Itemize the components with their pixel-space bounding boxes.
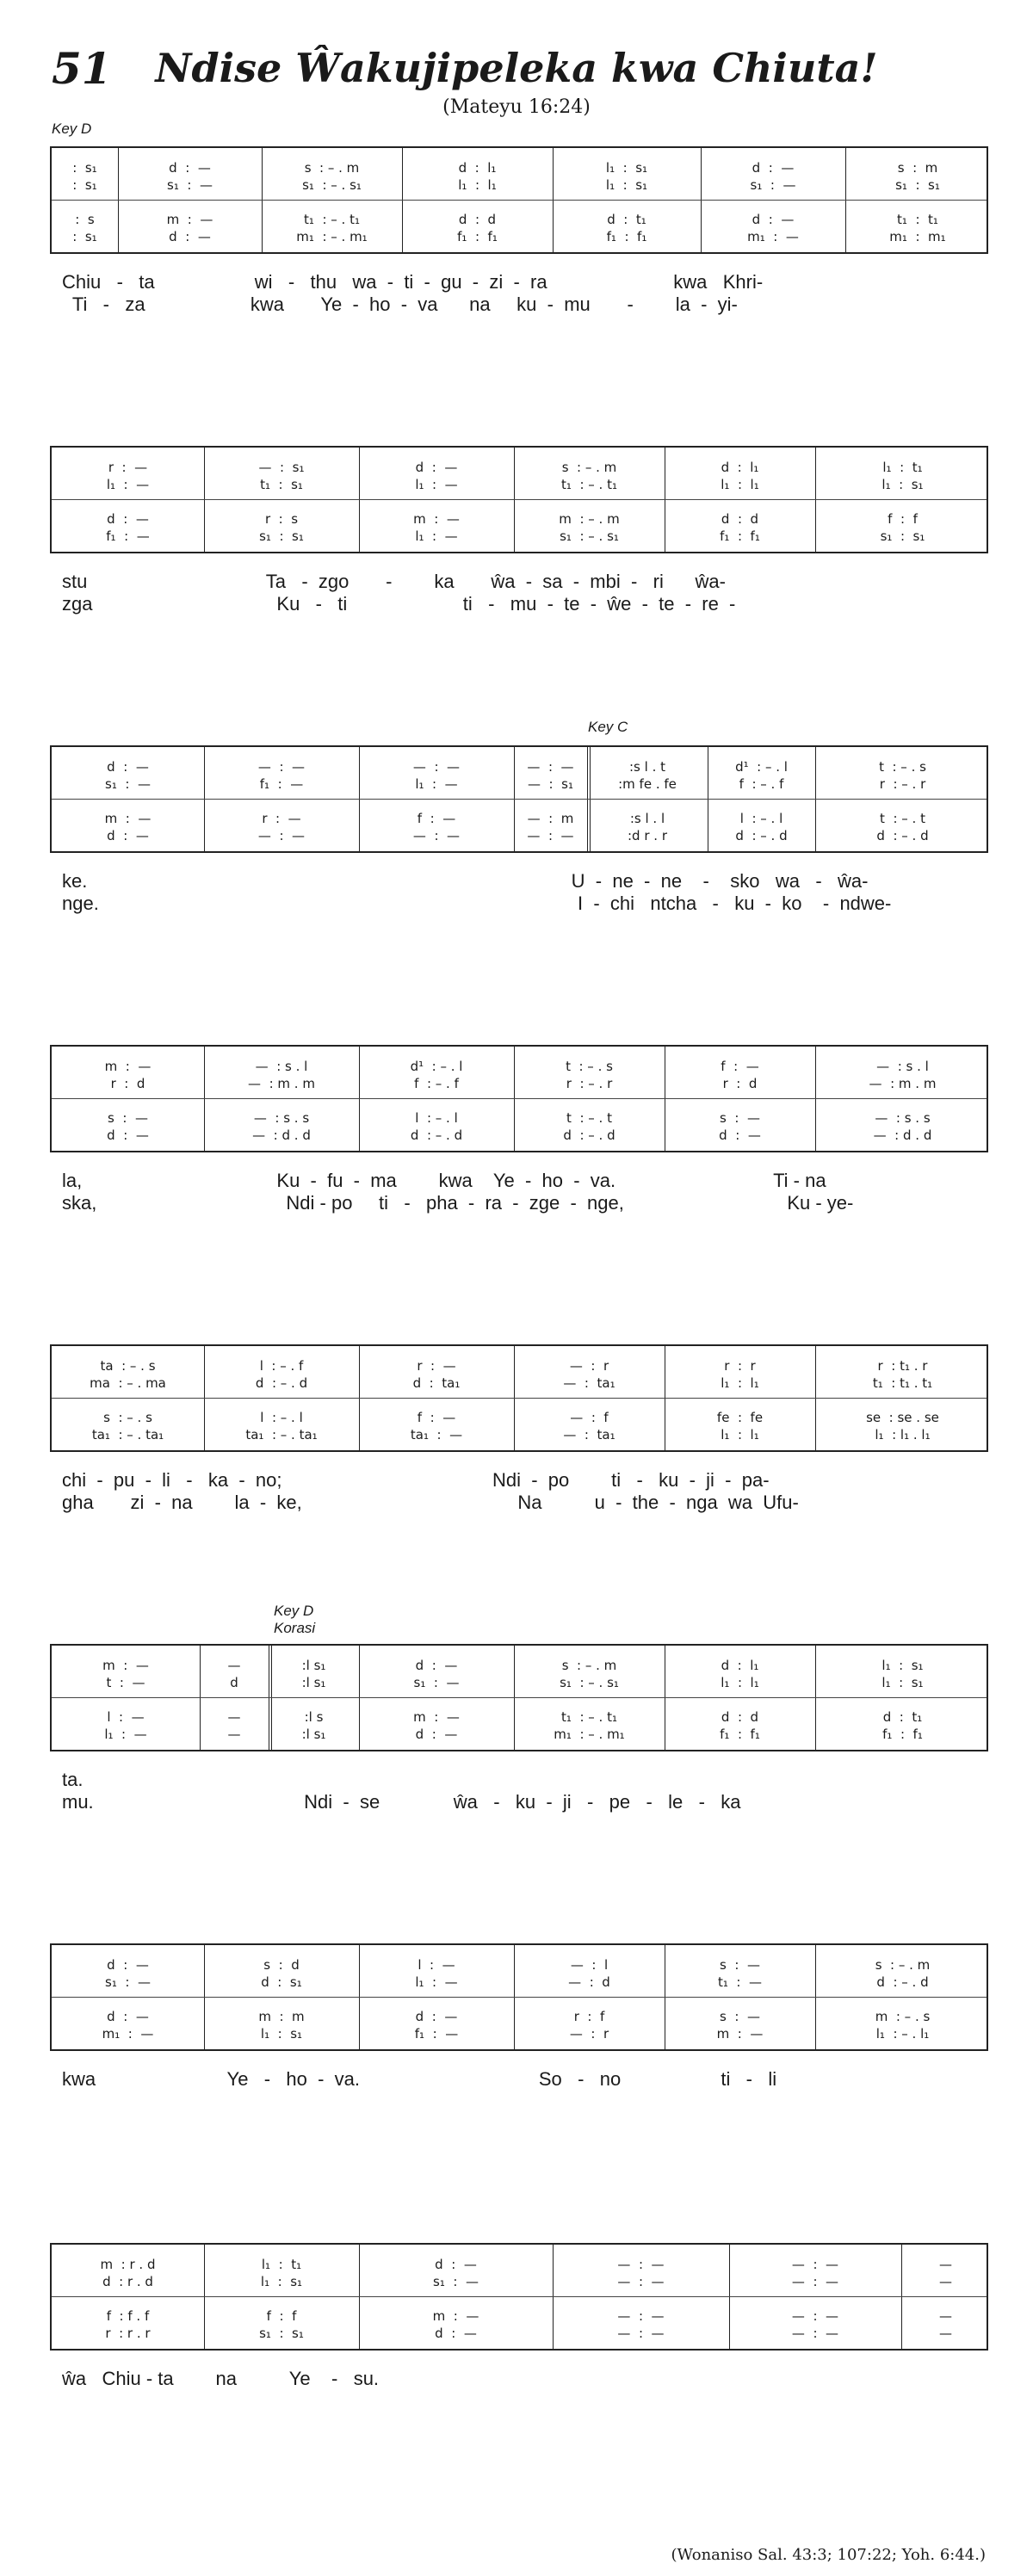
solfa-cell: t : — — [106, 1675, 145, 1690]
solfa-cell: l₁ : — — [106, 477, 150, 492]
voice-row — [52, 475, 987, 494]
solfa-cell: d : l₁ — [721, 1658, 759, 1673]
voice-row — [52, 527, 987, 546]
solfa-cell: f₁ : — — [106, 528, 150, 544]
solfa-cell: d : — — [107, 828, 149, 843]
voice-row — [52, 1725, 987, 1744]
solfa-cell: t : – . t — [566, 1110, 612, 1126]
solfa-cell: — : l — [570, 1957, 609, 1973]
solfa-cell: s₁ : s₁ — [259, 2326, 304, 2341]
voice-row — [52, 1708, 987, 1727]
solfa-cell: s₁ : s₁ — [895, 177, 940, 193]
solfa-cell: t₁ : – . t₁ — [304, 212, 360, 227]
solfa-system — [50, 1943, 988, 2051]
solfa-cell: s₁ : – . s₁ — [560, 1675, 619, 1690]
solfa-system — [50, 1344, 988, 1452]
solfa-cell: t₁ : t₁ . t₁ — [872, 1375, 933, 1391]
solfa-cell: d : — — [752, 212, 795, 227]
voice-row — [52, 2272, 987, 2291]
solfa-cell: d : l₁ — [458, 160, 497, 176]
voice-row — [52, 757, 987, 776]
solfa-cell: s₁ : — — [750, 177, 796, 193]
solfa-cell: ta₁ : – . ta₁ — [91, 1427, 164, 1442]
solfa-cell: d — [230, 1675, 238, 1690]
solfa-cell: l : – . l — [415, 1110, 458, 1126]
solfa-cell: s₁ : – . s₁ — [302, 177, 362, 193]
solfa-cell: — — [227, 1709, 241, 1725]
voice-row — [52, 176, 987, 195]
solfa-cell: d : – . d — [255, 1375, 308, 1391]
solfa-cell: — — [227, 1658, 241, 1673]
solfa-cell: f : – . f — [414, 1076, 459, 1091]
lyric-line: Chiu - ta wi - thu wa - ti - gu - zi - ra kwa Khri- — [62, 271, 764, 293]
solfa-cell: s₁ : s₁ — [880, 528, 925, 544]
solfa-cell: s : d — [263, 1957, 300, 1973]
solfa-cell: t : – . s — [879, 759, 926, 775]
chorus-label: Korasi — [274, 1620, 316, 1636]
solfa-cell: d : — — [107, 759, 149, 775]
solfa-cell: d¹ : – . l — [410, 1059, 463, 1074]
solfa-cell: d : r . d — [102, 2274, 153, 2289]
solfa-cell: — : — — [617, 2308, 665, 2324]
solfa-cell: — : s . l — [876, 1059, 929, 1074]
solfa-system — [50, 146, 988, 254]
solfa-cell: f : – . f — [739, 776, 784, 792]
solfa-cell: — : — — [412, 828, 461, 843]
voice-row — [52, 1673, 987, 1692]
hymn-number: 51 — [52, 43, 112, 94]
solfa-cell: s₁ : s₁ — [259, 528, 304, 544]
voice-row — [52, 510, 987, 528]
solfa-cell: m : — — [716, 2026, 764, 2042]
solfa-cell: m₁ : – . m₁ — [554, 1727, 625, 1742]
solfa-cell: s : — — [720, 1110, 760, 1126]
solfa-cell: m₁ : – . m₁ — [296, 229, 368, 244]
solfa-cell: se : se . se — [866, 1410, 939, 1425]
solfa-cell: s₁ : – . s₁ — [560, 528, 619, 544]
solfa-cell: d : l₁ — [721, 460, 759, 475]
solfa-cell: — : — — [527, 828, 574, 843]
solfa-cell: r : d — [110, 1076, 145, 1091]
solfa-cell: l₁ : — — [415, 477, 458, 492]
solfa-cell: — : — — [791, 2274, 839, 2289]
solfa-cell: s : — — [720, 2009, 760, 2024]
solfa-cell: s : – . s — [103, 1410, 152, 1425]
solfa-cell: — : m . m — [248, 1076, 315, 1091]
solfa-cell: t₁ : — — [717, 1974, 763, 1990]
lyric-line: chi - pu - li - ka - no; Ndi - po ti - ku - ji - pa- — [62, 1469, 770, 1491]
solfa-cell: s : m — [897, 160, 938, 176]
solfa-cell: l₁ : — — [415, 776, 458, 792]
solfa-cell: fe : fe — [716, 1410, 764, 1425]
solfa-cell: l₁ : s₁ — [605, 160, 648, 176]
solfa-cell: r : – . r — [566, 1076, 613, 1091]
solfa-cell: f₁ : — — [414, 2026, 459, 2042]
footer-references: (Wonaniso Sal. 43:3; 107:22; Yoh. 6:44.) — [671, 2546, 986, 2564]
solfa-cell: d : — — [107, 1957, 149, 1973]
lyric-line: ska, Ndi - po ti - pha - ra - zge - nge, Ku - ye- — [62, 1192, 854, 1214]
solfa-cell: f : f . f — [106, 2308, 150, 2324]
solfa-cell: l₁ : s₁ — [260, 2274, 303, 2289]
solfa-cell: d : t₁ — [607, 212, 646, 227]
lyric-line: gha zi - na la - ke, Na u - the - nga wa Ufu- — [62, 1492, 799, 1513]
solfa-cell: s : – . m — [561, 460, 617, 475]
voice-row — [52, 809, 987, 828]
voice-row — [52, 2324, 987, 2343]
solfa-cell: m₁ : — — [747, 229, 799, 244]
staff-divider — [52, 2296, 987, 2297]
solfa-cell: l₁ : t₁ — [261, 2257, 302, 2272]
lyric-line: nge. I - chi ntcha - ku - ko - ndwe- — [62, 893, 892, 914]
key-label: Key D — [52, 120, 92, 137]
solfa-cell: f : — — [721, 1059, 759, 1074]
solfa-cell: ma : – . ma — [90, 1375, 166, 1391]
solfa-cell: — : — — [527, 759, 574, 775]
solfa-cell: d : — — [415, 1727, 458, 1742]
solfa-cell: l₁ : l₁ — [721, 1675, 759, 1690]
solfa-cell: l₁ : t₁ — [882, 460, 923, 475]
solfa-cell: l₁ : s₁ — [881, 1658, 924, 1673]
voice-row — [52, 210, 987, 229]
solfa-cell: — : d . d — [873, 1127, 932, 1143]
solfa-system — [50, 446, 988, 553]
solfa-cell: l : – . f — [259, 1358, 304, 1374]
key-label: Key C — [588, 719, 628, 735]
voice-row — [52, 1408, 987, 1427]
voice-row — [52, 2255, 987, 2274]
solfa-cell: :d r . r — [628, 828, 667, 843]
voice-row — [52, 1057, 987, 1076]
solfa-cell: d : s₁ — [261, 1974, 302, 1990]
solfa-cell: t₁ : – . t₁ — [561, 1709, 617, 1725]
lyric-line: Ti - za kwa Ye - ho - va na ku - mu - la - yi- — [62, 293, 738, 315]
solfa-cell: — : d . d — [252, 1127, 311, 1143]
solfa-cell: d : — — [435, 2257, 477, 2272]
solfa-cell: l₁ : — — [104, 1727, 147, 1742]
voice-row — [52, 1656, 987, 1675]
solfa-cell: l₁ : — — [415, 528, 458, 544]
solfa-cell: — — [939, 2274, 952, 2289]
solfa-system — [50, 745, 988, 853]
solfa-cell: t₁ : – . t₁ — [561, 477, 617, 492]
voice-row — [52, 2007, 987, 2026]
solfa-cell: s : — — [108, 1110, 148, 1126]
solfa-cell: d : — — [415, 1658, 458, 1673]
solfa-cell: l₁ : l₁ — [721, 1427, 759, 1442]
solfa-cell: d : — — [752, 160, 795, 176]
lyric-line: ke. U - ne - ne - sko wa - ŵa- — [62, 870, 869, 892]
solfa-cell: : s — [75, 212, 95, 227]
solfa-system — [50, 1644, 988, 1751]
solfa-cell: l₁ : s₁ — [881, 477, 924, 492]
solfa-cell: s : — — [720, 1957, 760, 1973]
lyric-line: ŵa Chiu - ta na Ye - su. — [62, 2368, 380, 2389]
solfa-cell: m : r . d — [100, 2257, 156, 2272]
solfa-cell: m : — — [413, 511, 460, 527]
solfa-cell: r : r — [724, 1358, 756, 1374]
solfa-cell: d : – . d — [563, 1127, 615, 1143]
solfa-cell: r : d — [722, 1076, 758, 1091]
solfa-cell: d : d — [458, 212, 497, 227]
solfa-cell: d : — — [415, 460, 458, 475]
voice-row — [52, 1356, 987, 1375]
solfa-cell: — — [939, 2326, 952, 2341]
solfa-cell: m : — — [104, 811, 152, 826]
solfa-cell: s₁ : — — [433, 2274, 479, 2289]
solfa-cell: — : m — [527, 811, 574, 826]
solfa-cell: f₁ : f₁ — [882, 1727, 923, 1742]
solfa-cell: f : f — [888, 511, 918, 527]
solfa-cell: d : — — [169, 160, 211, 176]
solfa-cell: m : — — [102, 1658, 149, 1673]
voice-row — [52, 775, 987, 794]
solfa-system — [50, 2243, 988, 2351]
solfa-cell: f : — — [417, 1410, 456, 1425]
solfa-cell: r : t₁ . r — [877, 1358, 928, 1374]
lyric-line: la, Ku - fu - ma kwa Ye - ho - va. Ti - na — [62, 1170, 826, 1191]
solfa-cell: f₁ : f₁ — [720, 1727, 760, 1742]
solfa-cell: r : f — [573, 2009, 605, 2024]
solfa-cell: — — [227, 1727, 241, 1742]
solfa-cell: :m fe . fe — [618, 776, 677, 792]
solfa-cell: :l s₁ — [301, 1675, 326, 1690]
voice-row — [52, 158, 987, 177]
staff-divider — [52, 799, 987, 800]
solfa-cell: r : — — [108, 460, 148, 475]
solfa-cell: — : s . s — [253, 1110, 310, 1126]
solfa-cell: m : m — [258, 2009, 305, 2024]
solfa-cell: : s₁ — [72, 177, 97, 193]
solfa-cell: d : – . d — [735, 828, 788, 843]
solfa-cell: d : – . d — [876, 1974, 929, 1990]
staff-divider — [52, 1997, 987, 1998]
solfa-cell: l : — — [107, 1709, 145, 1725]
solfa-cell: r : — — [262, 811, 301, 826]
solfa-cell: r : s — [264, 511, 299, 527]
solfa-cell: d : — — [435, 2326, 477, 2341]
solfa-cell: — : — — [617, 2274, 665, 2289]
solfa-cell: l : – . l — [739, 811, 783, 826]
solfa-cell: — : s . l — [255, 1059, 308, 1074]
solfa-cell: s₁ : — — [413, 1675, 460, 1690]
voice-row — [52, 458, 987, 477]
voice-row — [52, 2307, 987, 2326]
solfa-cell: m : – . m — [559, 511, 620, 527]
solfa-cell: — : — — [257, 828, 306, 843]
voice-row — [52, 1074, 987, 1093]
solfa-cell: — : — — [412, 759, 461, 775]
solfa-cell: m : – . s — [875, 2009, 931, 2024]
solfa-cell: — : r — [569, 1358, 609, 1374]
solfa-cell: — : — — [617, 2326, 665, 2341]
solfa-cell: l₁ : s₁ — [605, 177, 648, 193]
solfa-cell: :s l . t — [629, 759, 665, 775]
solfa-cell: d : — — [169, 229, 211, 244]
voice-row — [52, 1955, 987, 1974]
voice-row — [52, 227, 987, 246]
solfa-cell: l : – . l — [260, 1410, 303, 1425]
solfa-cell: f₁ : — — [259, 776, 304, 792]
solfa-cell: d : — — [107, 1127, 149, 1143]
solfa-cell: — : — — [617, 2257, 665, 2272]
lyric-line: kwa Ye - ho - va. So - no ti - li — [62, 2068, 777, 2090]
solfa-cell: l₁ : – . l₁ — [875, 2026, 930, 2042]
solfa-cell: f₁ : f₁ — [720, 528, 760, 544]
solfa-cell: — — [939, 2308, 952, 2324]
solfa-cell: d : t₁ — [882, 1709, 923, 1725]
solfa-cell: ta : – . s — [100, 1358, 156, 1374]
solfa-cell: — : — — [257, 759, 306, 775]
solfa-cell: l₁ : s₁ — [260, 2026, 303, 2042]
solfa-cell: l₁ : — — [415, 1974, 458, 1990]
solfa-cell: s : – . m — [561, 1658, 617, 1673]
solfa-cell: d : – . d — [410, 1127, 463, 1143]
solfa-cell: — : d — [568, 1974, 610, 1990]
solfa-cell: — : — — [791, 2308, 839, 2324]
solfa-cell: :l s₁ — [301, 1727, 326, 1742]
solfa-cell: d : d — [721, 1709, 759, 1725]
solfa-cell: r : r . r — [105, 2326, 151, 2341]
key-label: Key D — [274, 1603, 314, 1619]
solfa-cell: ta₁ : — — [410, 1427, 463, 1442]
voice-row — [52, 1126, 987, 1145]
solfa-cell: f₁ : f₁ — [457, 229, 498, 244]
solfa-cell: l₁ : l₁ — [458, 177, 497, 193]
solfa-cell: s₁ : — — [105, 776, 151, 792]
solfa-cell: s₁ : — — [167, 177, 213, 193]
solfa-cell: m : — — [432, 2308, 479, 2324]
solfa-cell: r : – . r — [879, 776, 926, 792]
lyric-line: mu. Ndi - se ŵa - ku - ji - pe - le - ka — [62, 1791, 741, 1813]
solfa-cell: :l s — [304, 1709, 324, 1725]
voice-row — [52, 1109, 987, 1127]
voice-row — [52, 1973, 987, 1992]
staff-divider — [52, 499, 987, 500]
solfa-cell: s₁ : — — [105, 1974, 151, 1990]
staff-divider — [52, 1697, 987, 1698]
solfa-cell: f : f — [266, 2308, 297, 2324]
solfa-cell: — : m . m — [869, 1076, 937, 1091]
solfa-cell: — : f — [570, 1410, 609, 1425]
lyric-line: zga Ku - ti ti - mu - te - ŵe - te - re - — [62, 593, 736, 615]
solfa-system — [50, 1045, 988, 1152]
hymn-title: Ndise Ŵakujipeleka kwa Chiuta! — [155, 45, 878, 91]
solfa-cell: :l s₁ — [301, 1658, 326, 1673]
staff-divider — [52, 1098, 987, 1099]
solfa-cell: — : ta₁ — [563, 1375, 615, 1391]
solfa-cell: d : – . d — [876, 828, 929, 843]
solfa-cell: m₁ : m₁ — [889, 229, 946, 244]
solfa-cell: r : — — [417, 1358, 456, 1374]
solfa-cell: l : — — [418, 1957, 455, 1973]
solfa-cell: :s l . l — [629, 811, 665, 826]
solfa-cell: : s₁ — [72, 229, 97, 244]
solfa-cell: d : ta₁ — [412, 1375, 461, 1391]
solfa-cell: — : r — [569, 2026, 609, 2042]
solfa-cell: — : ta₁ — [563, 1427, 615, 1442]
solfa-cell: — — [939, 2257, 952, 2272]
staff-divider — [52, 1398, 987, 1399]
solfa-cell: — : s₁ — [258, 460, 305, 475]
solfa-cell: m : — — [166, 212, 213, 227]
voice-row — [52, 2024, 987, 2043]
voice-row — [52, 1374, 987, 1393]
solfa-cell: f : — — [417, 811, 456, 826]
solfa-cell: : s₁ — [72, 160, 97, 176]
solfa-cell: l₁ : l₁ — [721, 1375, 759, 1391]
solfa-cell: t : – . t — [880, 811, 925, 826]
solfa-cell: — : — — [791, 2326, 839, 2341]
voice-row — [52, 826, 987, 845]
solfa-cell: d : d — [721, 511, 759, 527]
solfa-cell: d : — — [415, 2009, 458, 2024]
solfa-cell: f₁ : f₁ — [606, 229, 647, 244]
solfa-cell: s : – . m — [875, 1957, 931, 1973]
lyric-line: stu Ta - zgo - ka ŵa - sa - mbi - ri ŵa- — [62, 571, 726, 592]
solfa-cell: l₁ : l₁ — [721, 477, 759, 492]
solfa-cell: — : s₁ — [528, 776, 573, 792]
solfa-cell: t₁ : s₁ — [260, 477, 303, 492]
solfa-cell: — : s . s — [875, 1110, 931, 1126]
solfa-cell: m : — — [104, 1059, 152, 1074]
solfa-cell: d : — — [719, 1127, 761, 1143]
solfa-cell: l₁ : l₁ . l₁ — [875, 1427, 931, 1442]
staff-divider — [52, 200, 987, 201]
solfa-cell: m₁ : — — [102, 2026, 154, 2042]
solfa-cell: d : — — [107, 2009, 149, 2024]
solfa-cell: ta₁ : – . ta₁ — [245, 1427, 318, 1442]
solfa-cell: s : – . m — [304, 160, 360, 176]
solfa-cell: d : — — [107, 511, 149, 527]
lyric-line: ta. — [62, 1769, 84, 1790]
solfa-cell: m : — — [413, 1709, 460, 1725]
solfa-cell: — : — — [791, 2257, 839, 2272]
voice-row — [52, 1425, 987, 1444]
scripture-reference: (Mateyu 16:24) — [442, 96, 591, 118]
solfa-cell: t₁ : t₁ — [897, 212, 938, 227]
solfa-cell: d¹ : – . l — [735, 759, 788, 775]
solfa-cell: l₁ : s₁ — [881, 1675, 924, 1690]
solfa-cell: t : – . s — [566, 1059, 613, 1074]
